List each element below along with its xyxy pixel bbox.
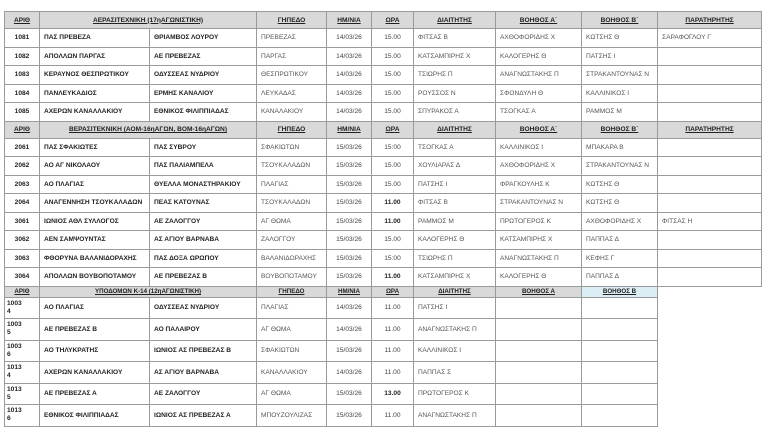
- date: 15/03/26: [327, 249, 372, 268]
- match-number: 1085: [5, 103, 40, 122]
- time: 15.00: [372, 157, 414, 176]
- header-assistant-a: ΒΟΗΘΟΣ Α: [496, 286, 582, 297]
- observer: [658, 268, 762, 287]
- home-team: ΠΑΝΛΕΥΚΑΔΙΟΣ: [40, 84, 150, 103]
- date: 14/03/26: [327, 362, 372, 384]
- header-assistant-a: ΒΟΗΘΟΣ Α΄: [496, 121, 582, 138]
- assistant-b: ΑΧΘΟΦΟΡΙΔΗΣ Χ: [582, 212, 658, 231]
- time: 11.00: [372, 340, 414, 362]
- time: 11.00: [372, 319, 414, 341]
- table-row: [5, 340, 762, 362]
- table-row: [5, 319, 762, 341]
- assistant-a: [496, 340, 582, 362]
- venue: ΣΦΑΚΙΩΤΩΝ: [257, 138, 327, 157]
- away-team: ΕΘΝΙΚΟΣ ΦΙΛΙΠΠΙΑΔΑΣ: [150, 103, 257, 122]
- time: 15.00: [372, 103, 414, 122]
- assistant-b: ΚΑΛΛΙΝΙΚΟΣ Ι: [582, 84, 658, 103]
- header-observer: ΠΑΡΑΤΗΡΗΤΗΣ: [658, 12, 762, 29]
- table-row: [5, 175, 762, 194]
- match-number: 1013 5: [5, 383, 40, 405]
- home-team: ΦΘΟΡΥΝΑ ΒΑΛΑΝΙΔΟΡΑΧΗΣ: [40, 249, 150, 268]
- match-number: 1013 4: [5, 362, 40, 384]
- venue: ΜΠΟΥΖΟΥΛΙΖΑΣ: [257, 405, 327, 427]
- observer: [658, 194, 762, 213]
- assistant-b: ΡΑΜΜΟΣ Μ: [582, 103, 658, 122]
- match-number: 1003 6: [5, 340, 40, 362]
- away-team: ΑΕ ΠΡΕΒΕΖΑΣ: [150, 47, 257, 66]
- away-team: ΙΩΝΙΟΣ ΑΣ ΠΡΕΒΕΖΑΣ Α: [150, 405, 257, 427]
- assistant-b: [582, 405, 658, 427]
- assistant-a: [496, 362, 582, 384]
- home-team: ΙΩΝΙΟΣ ΑΘΛ ΣΥΛΛΟΓΟΣ: [40, 212, 150, 231]
- away-team: ΟΔΥΣΣΕΑΣ ΝΥΔΡΙΟΥ: [150, 66, 257, 85]
- referee: ΤΣΙΩΡΗΣ Π: [414, 249, 496, 268]
- home-team: ΚΕΡΑΥΝΟΣ ΘΕΣΠΡΩΤΙΚΟΥ: [40, 66, 150, 85]
- away-team: ΑΣ ΑΓΙΟΥ ΒΑΡΝΑΒΑ: [150, 362, 257, 384]
- assistant-a: ΑΧΘΟΦΟΡΙΔΗΣ Χ: [496, 157, 582, 176]
- referee: ΧΟΥΛΙΑΡΑΣ Δ: [414, 157, 496, 176]
- observer: [658, 66, 762, 85]
- away-team: ΟΔΥΣΣΕΑΣ ΝΥΔΡΙΟΥ: [150, 297, 257, 319]
- referee: ΠΑΠΠΑΣ Σ: [414, 362, 496, 384]
- assistant-b: ΜΠΑΚΑΡΑ Β: [582, 138, 658, 157]
- section-title: ΒΕΡΑΣΙΤΕΚΝΙΚΗ (ΑΟΜ-16ηΑΓΩΝ, ΒΟΜ-16ηΑΓΩΝ): [40, 121, 257, 138]
- time: 15:00: [372, 249, 414, 268]
- away-team: ΠΑΣ ΔΟΞΑ ΩΡΩΠΟΥ: [150, 249, 257, 268]
- observer: [658, 157, 762, 176]
- header-date: ΗΜ/ΝΙΑ: [327, 12, 372, 29]
- referee: ΠΑΤΣΗΣ Ι: [414, 297, 496, 319]
- time: 15.00: [372, 66, 414, 85]
- table-row: [5, 194, 762, 213]
- time: 11.00: [372, 268, 414, 287]
- assistant-a: ΦΡΑΓΚΟΥΛΗΣ Κ: [496, 175, 582, 194]
- home-team: ΑΠΟΛΛΩΝ ΒΟΥΒΟΠΟΤΑΜΟΥ: [40, 268, 150, 287]
- match-number: 2064: [5, 194, 40, 213]
- assistant-b: ΠΑΤΣΗΣ Ι: [582, 47, 658, 66]
- away-team: ΠΑΣ ΣΥΒΡΟΥ: [150, 138, 257, 157]
- header-assistant-b: ΒΟΗΘΟΣ Β: [582, 286, 658, 297]
- observer: [658, 103, 762, 122]
- assistant-b: [582, 340, 658, 362]
- assistant-b: [582, 297, 658, 319]
- assistant-b: ΠΑΠΠΑΣ Δ: [582, 231, 658, 250]
- header-time: ΩΡΑ: [372, 121, 414, 138]
- time: 11.00: [372, 405, 414, 427]
- header-observer: ΠΑΡΑΤΗΡΗΤΗΣ: [658, 121, 762, 138]
- referee: ΚΑΤΣΑΜΠΙΡΗΣ Χ: [414, 47, 496, 66]
- match-number: 3061: [5, 212, 40, 231]
- date: 15/03/26: [327, 194, 372, 213]
- match-number: 3064: [5, 268, 40, 287]
- assistant-a: [496, 297, 582, 319]
- header-date: ΗΜ/ΝΙΑ: [327, 121, 372, 138]
- match-number: 2061: [5, 138, 40, 157]
- assistant-b: ΚΩΤΣΗΣ Θ: [582, 194, 658, 213]
- venue: ΚΑΝΑΛΑΚΙΟΥ: [257, 103, 327, 122]
- header-time: ΩΡΑ: [372, 12, 414, 29]
- match-number: 2063: [5, 175, 40, 194]
- venue: ΑΓ ΘΩΜΑ: [257, 383, 327, 405]
- header-referee: ΔΙΑΙΤΗΤΗΣ: [414, 121, 496, 138]
- match-number: 1084: [5, 84, 40, 103]
- date: 14/03/26: [327, 297, 372, 319]
- table-row: [5, 103, 762, 122]
- referee: ΑΝΑΓΝΩΣΤΑΚΗΣ Π: [414, 405, 496, 427]
- table-row: [5, 84, 762, 103]
- header-assistant-b: ΒΟΗΘΟΣ Β΄: [582, 12, 658, 29]
- header-num: ΑΡΙΘ: [5, 286, 40, 297]
- referee: ΡΟΥΣΣΟΣ Ν: [414, 84, 496, 103]
- away-team: ΠΑΣ ΠΑΛΙΑΜΠΕΛΑ: [150, 157, 257, 176]
- assistant-a: ΑΧΘΟΦΟΡΙΔΗΣ Χ: [496, 29, 582, 48]
- observer: [658, 84, 762, 103]
- assistant-a: ΣΤΡΑΚΑΝΤΟΥΝΑΣ Ν: [496, 194, 582, 213]
- match-number: 3062: [5, 231, 40, 250]
- venue: ΘΕΣΠΡΩΤΙΚΟΥ: [257, 66, 327, 85]
- away-team: ΑΟ ΠΑΛΑΙΡΟΥ: [150, 319, 257, 341]
- away-team: ΘΥΕΛΛΑ ΜΟΝΑΣΤΗΡΑΚΙΟΥ: [150, 175, 257, 194]
- referee: ΠΑΤΣΗΣ Ι: [414, 175, 496, 194]
- observer: [658, 47, 762, 66]
- time: 11.00: [372, 194, 414, 213]
- time: 15:00: [372, 138, 414, 157]
- observer: [658, 175, 762, 194]
- referee: ΠΡΩΤΟΓΕΡΟΣ Κ: [414, 383, 496, 405]
- time: 11.00: [372, 212, 414, 231]
- date: 15/03/26: [327, 268, 372, 287]
- away-team: ΑΕ ΖΑΛΟΓΓΟΥ: [150, 212, 257, 231]
- venue: ΛΕΥΚΑΔΑΣ: [257, 84, 327, 103]
- assistant-a: ΚΑΤΣΑΜΠΙΡΗΣ Χ: [496, 231, 582, 250]
- assistant-a: ΚΑΛΟΓΕΡΗΣ Θ: [496, 47, 582, 66]
- date: 15/03/26: [327, 175, 372, 194]
- time: 13.00: [372, 383, 414, 405]
- time: 15.00: [372, 29, 414, 48]
- date: 15/03/26: [327, 405, 372, 427]
- table-row: [5, 362, 762, 384]
- date: 15/03/26: [327, 138, 372, 157]
- assistant-a: ΠΡΩΤΟΓΕΡΟΣ Κ: [496, 212, 582, 231]
- table-row: [5, 47, 762, 66]
- header-venue: ΓΗΠΕΔΟ: [257, 12, 327, 29]
- home-team: ΑΧΕΡΩΝ ΚΑΝΑΛΛΑΚΙΟΥ: [40, 362, 150, 384]
- away-team: ΠΕΑΣ ΚΑΤΟΥΝΑΣ: [150, 194, 257, 213]
- away-team: ΑΣ ΑΓΙΟΥ ΒΑΡΝΑΒΑ: [150, 231, 257, 250]
- date: 15/03/26: [327, 157, 372, 176]
- venue: ΠΡΕΒΕΖΑΣ: [257, 29, 327, 48]
- header-num: ΑΡΙΘ: [5, 12, 40, 29]
- section-title: ΑΕΡΑΣΙΤΕΧΝΙΚΗ (17ηΑΓΩΝΙΣΤΙΚΗ): [40, 12, 257, 29]
- home-team: ΑΟ ΠΛΑΓΙΑΣ: [40, 297, 150, 319]
- referee: ΡΑΜΜΟΣ Μ: [414, 212, 496, 231]
- section-header-row: [5, 121, 762, 138]
- venue: ΑΓ ΘΩΜΑ: [257, 319, 327, 341]
- home-team: ΕΘΝΙΚΟΣ ΦΙΛΙΠΠΙΑΔΑΣ: [40, 405, 150, 427]
- venue: ΒΟΥΒΟΠΟΤΑΜΟΥ: [257, 268, 327, 287]
- table-row: [5, 249, 762, 268]
- date: 14/03/26: [327, 319, 372, 341]
- header-venue: ΓΗΠΕΔΟ: [257, 286, 327, 297]
- away-team: ΑΕ ΖΑΛΟΓΓΟΥ: [150, 383, 257, 405]
- home-team: ΠΑΣ ΣΦΑΚΙΩΤΕΣ: [40, 138, 150, 157]
- header-assistant-a: ΒΟΗΘΟΣ Α΄: [496, 12, 582, 29]
- referee-assignments-table: [4, 11, 762, 427]
- referee: ΤΣΟΓΚΑΣ Α: [414, 138, 496, 157]
- assistant-a: [496, 383, 582, 405]
- header-assistant-b: ΒΟΗΘΟΣ Β΄: [582, 121, 658, 138]
- observer: [658, 249, 762, 268]
- assistant-a: ΤΣΟΓΚΑΣ Α: [496, 103, 582, 122]
- referee: ΚΑΤΣΑΜΠΙΡΗΣ Χ: [414, 268, 496, 287]
- date: 15/03/26: [327, 340, 372, 362]
- time: 11.00: [372, 362, 414, 384]
- referee: ΚΑΛΛΙΝΙΚΟΣ Ι: [414, 340, 496, 362]
- time: 15.00: [372, 84, 414, 103]
- away-team: ΕΡΜΗΣ ΚΑΝΑΛΙΟΥ: [150, 84, 257, 103]
- assistant-b: [582, 362, 658, 384]
- match-number: 1081: [5, 29, 40, 48]
- table-row: [5, 29, 762, 48]
- referee: ΤΣΙΩΡΗΣ Π: [414, 66, 496, 85]
- date: 14/03/26: [327, 103, 372, 122]
- time: 15.00: [372, 47, 414, 66]
- venue: ΤΣΟΥΚΑΛΑΔΩΝ: [257, 194, 327, 213]
- home-team: ΑΝΑΓΕΝΝΗΣΗ ΤΣΟΥΚΑΛΑΔΩΝ: [40, 194, 150, 213]
- date: 14/03/26: [327, 66, 372, 85]
- home-team: ΑΟ ΑΓ ΝΙΚΟΛΑΟΥ: [40, 157, 150, 176]
- assistant-a: [496, 319, 582, 341]
- referee: ΦΙΤΣΑΣ Β: [414, 194, 496, 213]
- away-team: ΘΡΙΑΜΒΟΣ ΛΟΥΡΟΥ: [150, 29, 257, 48]
- away-team: ΑΕ ΠΡΕΒΕΖΑΣ Β: [150, 268, 257, 287]
- date: 15/03/26: [327, 231, 372, 250]
- table-row: [5, 383, 762, 405]
- table-row: [5, 66, 762, 85]
- table-body: [5, 12, 762, 427]
- header-num: ΑΡΙΘ: [5, 121, 40, 138]
- section-title: ΥΠΟΔΟΜΩΝ Κ-14 (12ηΑΓΩΝΙΣΤΙΚΗ): [40, 286, 257, 297]
- time: 15.00: [372, 175, 414, 194]
- header-referee: ΔΙΑΙΤΗΤΗΣ: [414, 286, 496, 297]
- venue: ΠΛΑΓΙΑΣ: [257, 297, 327, 319]
- date: 14/03/26: [327, 84, 372, 103]
- assistant-a: ΚΑΛΟΓΕΡΗΣ Θ: [496, 268, 582, 287]
- venue: ΚΑΝΑΛΛΑΚΙΟΥ: [257, 362, 327, 384]
- observer: [658, 231, 762, 250]
- assistant-b: [582, 319, 658, 341]
- observer: ΦΙΤΣΑΣ Η: [658, 212, 762, 231]
- assistant-b: ΚΩΤΣΗΣ Θ: [582, 29, 658, 48]
- table-row: [5, 297, 762, 319]
- empty-cell: [658, 340, 762, 362]
- header-venue: ΓΗΠΕΔΟ: [257, 121, 327, 138]
- table-row: [5, 405, 762, 427]
- assistant-b: ΣΤΡΑΚΑΝΤΟΥΝΑΣ Ν: [582, 66, 658, 85]
- table-row: [5, 212, 762, 231]
- home-team: ΑΠΟΛΛΩΝ ΠΑΡΓΑΣ: [40, 47, 150, 66]
- match-number: 3063: [5, 249, 40, 268]
- away-team: ΙΩΝΙΟΣ ΑΣ ΠΡΕΒΕΖΑΣ Β: [150, 340, 257, 362]
- date: 15/03/26: [327, 383, 372, 405]
- empty-cell: [658, 383, 762, 405]
- time: 11.00: [372, 297, 414, 319]
- observer: [658, 138, 762, 157]
- venue: ΖΑΛΟΓΓΟΥ: [257, 231, 327, 250]
- table-row: [5, 157, 762, 176]
- header-date: ΗΜ/ΝΙΑ: [327, 286, 372, 297]
- table-row: [5, 268, 762, 287]
- venue: ΑΓ ΘΩΜΑ: [257, 212, 327, 231]
- assistant-b: ΚΩΤΣΗΣ Θ: [582, 175, 658, 194]
- empty-cell: [658, 362, 762, 384]
- home-team: ΠΑΣ ΠΡΕΒΕΖΑ: [40, 29, 150, 48]
- venue: ΠΑΡΓΑΣ: [257, 47, 327, 66]
- date: 14/03/26: [327, 47, 372, 66]
- home-team: ΑΟ ΠΛΑΓΙΑΣ: [40, 175, 150, 194]
- assistant-b: [582, 383, 658, 405]
- observer: ΣΑΡΑΦΟΓΛΟΥ Γ: [658, 29, 762, 48]
- referee: ΣΠΥΡΑΚΟΣ Α: [414, 103, 496, 122]
- date: 14/03/26: [327, 29, 372, 48]
- empty-cell: [658, 319, 762, 341]
- venue: ΤΣΟΥΚΑΛΑΔΩΝ: [257, 157, 327, 176]
- venue: ΣΦΑΚΙΩΤΩΝ: [257, 340, 327, 362]
- home-team: ΑΕ ΠΡΕΒΕΖΑΣ Α: [40, 383, 150, 405]
- assistant-a: ΚΑΛΛΙΝΙΚΟΣ Ι: [496, 138, 582, 157]
- match-number: 1003 5: [5, 319, 40, 341]
- referee: ΦΙΤΣΑΣ Β: [414, 29, 496, 48]
- assistant-a: ΣΦΟΝΔΥΛΗ Θ: [496, 84, 582, 103]
- empty-cell: [658, 286, 762, 297]
- match-number: 1013 6: [5, 405, 40, 427]
- venue: ΠΛΑΓΙΑΣ: [257, 175, 327, 194]
- referee: ΚΑΛΟΓΕΡΗΣ Θ: [414, 231, 496, 250]
- assistant-a: [496, 405, 582, 427]
- section-header-row: [5, 12, 762, 29]
- table-row: [5, 138, 762, 157]
- venue: ΒΑΛΑΝΙΔΟΡΑΧΗΣ: [257, 249, 327, 268]
- match-number: 1082: [5, 47, 40, 66]
- assistant-b: ΣΤΡΑΚΑΝΤΟΥΝΑΣ Ν: [582, 157, 658, 176]
- header-time: ΩΡΑ: [372, 286, 414, 297]
- home-team: ΑΧΕΡΩΝ ΚΑΝΑΛΛΑΚΙΟΥ: [40, 103, 150, 122]
- table-row: [5, 231, 762, 250]
- header-referee: ΔΙΑΙΤΗΤΗΣ: [414, 12, 496, 29]
- empty-cell: [658, 297, 762, 319]
- home-team: ΑΟ ΤΗΛΥΚΡΑΤΗΣ: [40, 340, 150, 362]
- referee: ΑΝΑΓΝΩΣΤΑΚΗΣ Π: [414, 319, 496, 341]
- home-team: ΑΕΝ ΣΑΜΨΟΥΝΤΑΣ: [40, 231, 150, 250]
- assistant-a: ΑΝΑΓΝΩΣΤΑΚΗΣ Π: [496, 249, 582, 268]
- home-team: ΑΕ ΠΡΕΒΕΖΑΣ Β: [40, 319, 150, 341]
- match-number: 2062: [5, 157, 40, 176]
- empty-cell: [658, 405, 762, 427]
- match-number: 1003 4: [5, 297, 40, 319]
- match-number: 1083: [5, 66, 40, 85]
- assistant-a: ΑΝΑΓΝΩΣΤΑΚΗΣ Π: [496, 66, 582, 85]
- date: 15/03/26: [327, 212, 372, 231]
- assistant-b: ΚΕΦΗΣ Γ: [582, 249, 658, 268]
- time: 15.00: [372, 231, 414, 250]
- section-header-row: [5, 286, 762, 297]
- assistant-b: ΠΑΠΠΑΣ Δ: [582, 268, 658, 287]
